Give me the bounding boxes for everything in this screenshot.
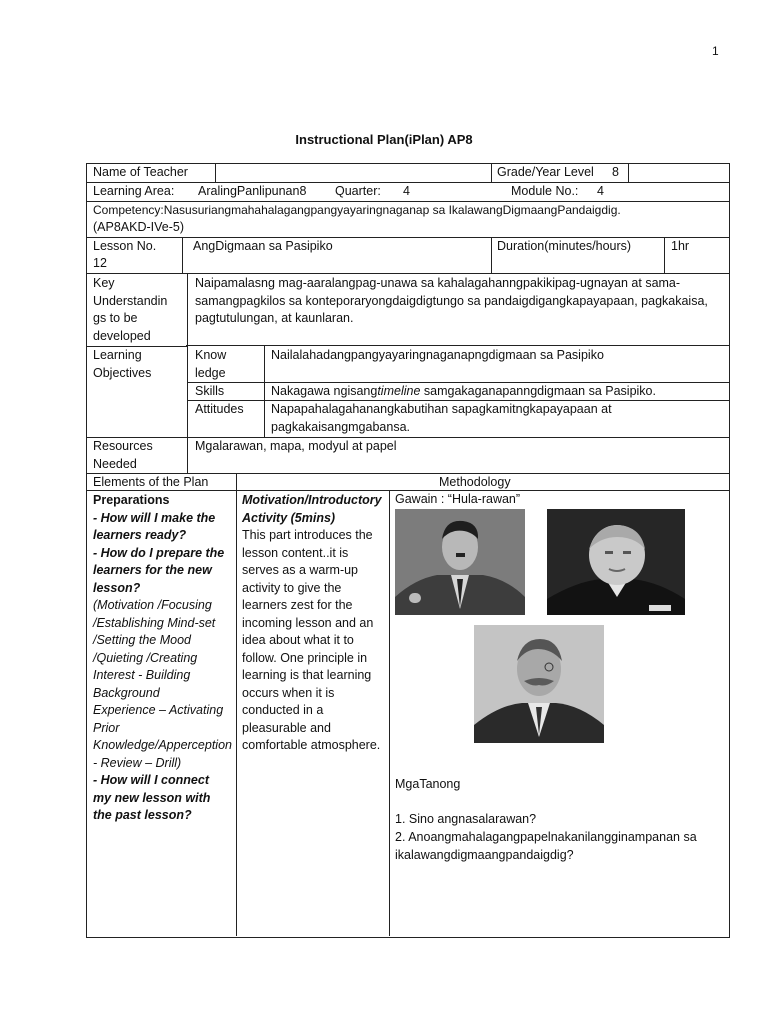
knowledge-label [195,347,226,382]
preparations-question: - How do I prepare the learners for the new lesson? [93,545,225,595]
module-label: Module No.: [511,184,579,198]
label-line: ledge [195,365,226,380]
row-divider [186,345,729,346]
column-divider [264,345,265,437]
label-line: Objectives [93,365,152,380]
label-line: Know [195,348,227,362]
grade-level-value: 8 [612,165,619,179]
skills-text [271,383,656,401]
page-number: 1 [712,44,719,58]
motivation-title: Motivation/Introductory Activity (5mins) [242,493,382,525]
duration-value: 1hr [671,239,690,253]
attitudes-text: Napapahalagahanangkabutihan sapagkamitngkapayapaan at pagkakaisangmgabansa. [271,402,612,434]
attitudes-label: Attitudes [195,402,244,416]
resources-label [93,438,153,473]
column-divider [491,237,492,273]
column-divider [491,163,492,182]
name-of-teacher-label: Name of Teacher [93,165,188,179]
label-line: developed [93,328,151,343]
portrait-photo-1 [395,509,525,615]
row-divider [86,273,729,274]
label-line: Key [93,276,115,290]
label-line: Understandin [93,293,168,308]
preparations-question: - How will I connect my new lesson with the past lesson? [93,773,211,822]
column-divider [389,490,390,936]
motivation-text: This part introduces the lesson content..it is serves as a warm-up activity to give the learners zest for the incoming lesson and an idea about what it to follow. One principle in learning is that learning occurs when it is conducted in a pleasurable and comfortable atmosphere. [242,528,381,752]
question-item: 1. Sino angnasalarawan? [395,812,537,826]
column-divider [182,237,183,273]
skills-label: Skills [195,384,225,398]
methodology-label: Methodology [439,475,511,489]
motivation-column [242,492,384,755]
lesson-number-value: 12 [93,256,107,270]
resources-text: Mgalarawan, mapa, modyul at papel [195,439,397,453]
preparations-note: (Motivation /Focusing /Establishing Mind-set /Setting the Mood /Quieting /Creating Interest - Building Background Experience – Activating Prior Knowledge/Apperception - Review – Drill) [93,598,232,770]
column-divider [664,237,665,273]
learning-objectives-label [93,347,151,382]
column-divider [236,473,237,936]
question-item: 2. Anoangmahalagangpapelnakanilangginampanan sa ikalawangdigmaangpandaigdig? [395,830,697,862]
skills-text-part: Nakagawa ngisang [271,384,378,398]
grade-level-label: Grade/Year Level [497,165,594,179]
quarter-value: 4 [403,184,410,198]
preparations-title: Preparations [93,493,170,507]
preparations-column [93,492,232,825]
label-line: Needed [93,456,137,471]
column-divider [628,163,629,182]
label-line: Resources [93,439,153,453]
portrait-photo-2 [547,509,685,615]
document-title: Instructional Plan(iPlan) AP8 [295,132,473,147]
competency-line: Competency:Nasusuriangmahahalagangpangyayaringnaganap sa IkalawangDigmaangPandaigdig. [93,203,621,217]
column-divider [187,273,188,473]
portrait-photo-3 [474,625,604,743]
skills-text-part: samgakaganapanngdigmaan sa Pasipiko. [420,384,656,398]
knowledge-text: Nailalahadangpangyayaringnaganapngdigmaan sa Pasipiko [271,348,604,362]
learning-area-value: AralingPanlipunan8 [198,184,307,198]
column-divider [215,163,216,182]
lesson-number-label: Lesson No. [93,239,157,253]
questions-heading: MgaTanong [395,777,461,791]
competency-code: (AP8AKD-IVe-5) [93,220,185,234]
label-line: gs to be [93,311,138,325]
key-understandings-text: Naipamalasng mag-aaralangpag-unawa sa kahalagahanngpakikipag-ugnayan at sama-samangpagkilos sa konteporaryongdaigdigtungo sa pandaigdigangkapayapaan, pagkakaisa, pagtutulungan, at kaunlaran. [195,276,708,325]
duration-label: Duration(minutes/hours) [497,239,632,253]
preparations-question: - How will I make the learners ready? [93,510,216,542]
skills-timeline-word: timeline [377,384,421,398]
lesson-title: AngDigmaan sa Pasipiko [193,239,333,253]
elements-of-plan-label: Elements of the Plan [93,475,209,489]
gawain-heading: Gawain : “Hula-rawan” [395,492,521,506]
key-understandings-label [93,275,167,345]
row-divider [86,437,729,438]
label-line: Learning [93,348,142,362]
learning-area-label: Learning Area: [93,184,175,198]
quarter-label: Quarter: [335,184,381,198]
module-value: 4 [597,184,604,198]
